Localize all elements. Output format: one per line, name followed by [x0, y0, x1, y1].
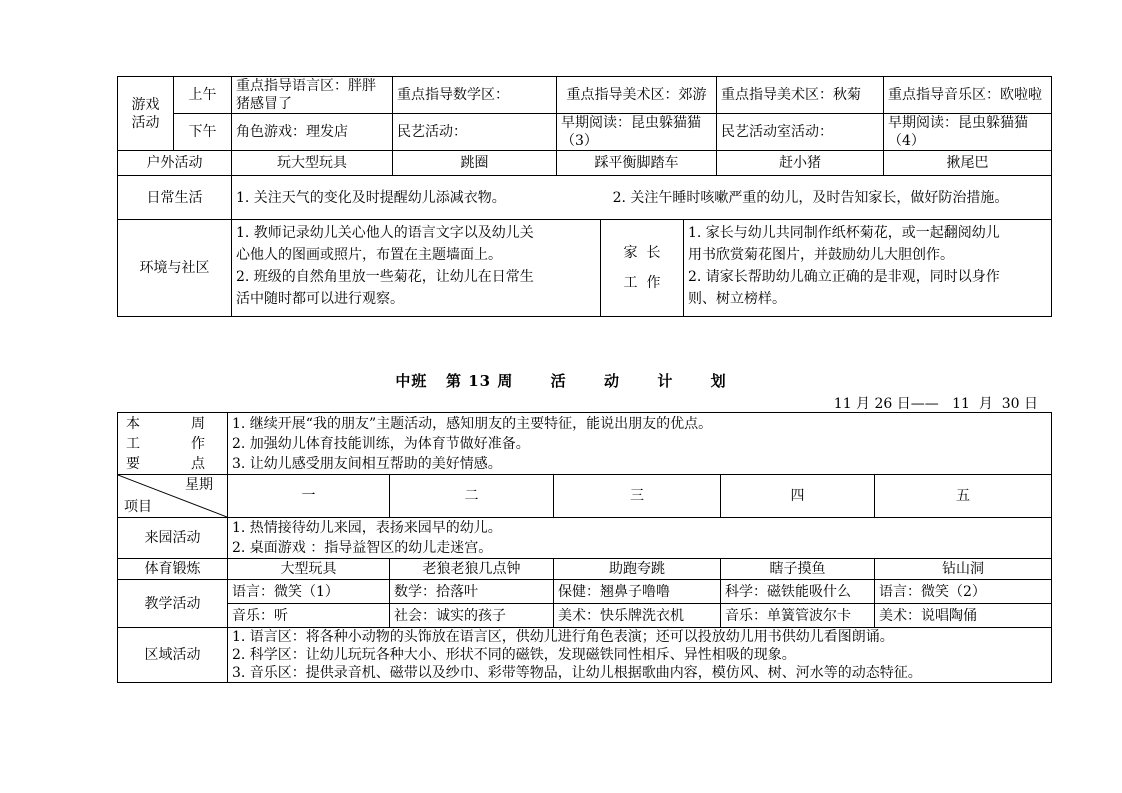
parent-work-label	[601, 220, 684, 316]
pm-cell: 民艺活动：	[393, 114, 557, 151]
outdoor-activity-label: 户外活动	[118, 151, 232, 176]
week-points-text	[228, 413, 1052, 475]
environment-text	[232, 220, 601, 316]
parent-line: 则、树立榜样。	[688, 291, 786, 307]
weekday-column: 三	[554, 475, 721, 518]
arrival-line: 2. 桌面游戏 ：指导益智区的幼儿走迷宫。	[232, 540, 493, 556]
am-cell: 重点指导数学区：	[393, 77, 557, 114]
environment-parent-row	[232, 220, 1052, 317]
pe-cell: 大型玩具	[228, 559, 390, 580]
area-line: 1. 语言区：将各种小动物的头饰放在语言区，供幼儿进行角色表演；还可以投放幼儿用书供幼儿看图朗诵。	[232, 629, 894, 645]
outdoor-cell: 跳圈	[393, 151, 557, 176]
area-activity-label: 区域活动	[118, 628, 228, 683]
game-activity-label: 游戏 活动	[118, 77, 174, 151]
week-points-label	[118, 413, 228, 475]
teaching-cell: 科学：磁铁能吸什么	[721, 580, 875, 604]
pe-cell: 钻山洞	[875, 559, 1052, 580]
pm-cell: 民艺活动室活动：	[717, 114, 884, 151]
arrival-activity-text	[228, 518, 1052, 559]
top-activity-table	[117, 76, 1052, 317]
weekday-header: 星期	[185, 477, 213, 493]
pm-cell: 早期阅读：昆虫躲猫猫（4）	[884, 114, 1052, 151]
parent-label-line: 家 长	[623, 245, 661, 261]
teaching-cell: 数学：拾落叶	[390, 580, 554, 604]
daily-life-label: 日常生活	[118, 176, 232, 220]
week-label-line: 工 作	[126, 435, 219, 452]
am-cell: 重点指导语言区：胖胖猪感冒了	[232, 77, 393, 114]
weekday-column: 五	[875, 475, 1052, 518]
teaching-cell: 语言：微笑（2）	[875, 580, 1052, 604]
pe-cell: 助跑夸跳	[554, 559, 721, 580]
weekday-column: 一	[228, 475, 390, 518]
area-line: 2. 科学区：让幼儿玩玩各种大小、形状不同的磁铁，发现磁铁同性相斥、异性相吸的现象。	[232, 647, 796, 663]
teaching-cell: 美术：快乐牌洗衣机	[554, 604, 721, 628]
diagonal-header-cell	[118, 475, 228, 518]
pm-cell: 早期阅读：昆虫躲猫猫（3）	[557, 114, 717, 151]
week-point: 1. 继续开展“我的朋友”主题活动，感知朋友的主要特征，能说出朋友的优点。	[232, 415, 713, 432]
week-label-line: 本 周	[126, 415, 219, 432]
environment-line: 2. 班级的自然角里放一些菊花，让幼儿在日常生	[236, 269, 534, 285]
parent-line: 1. 家长与幼儿共同制作纸杯菊花，或一起翻阅幼儿	[688, 225, 1000, 241]
parent-label-line: 工 作	[623, 275, 661, 291]
pe-cell: 瞎子摸鱼	[721, 559, 875, 580]
teaching-cell: 保健：翘鼻子噜噜	[554, 580, 721, 604]
am-cell: 重点指导美术区：郊游	[557, 77, 717, 114]
pm-cell: 角色游戏：理发店	[232, 114, 393, 151]
environment-line: 活中随时都可以进行观察。	[236, 291, 404, 307]
teaching-cell: 美术：说唱陶俑	[875, 604, 1052, 628]
teaching-cell: 音乐：单簧管波尔卡	[721, 604, 875, 628]
outdoor-cell: 揪尾巴	[884, 151, 1052, 176]
teaching-activity-label: 教学活动	[118, 580, 228, 628]
area-activity-text	[228, 628, 1052, 683]
pe-label: 体育锻炼	[118, 559, 228, 580]
parent-line: 用书欣赏菊花图片，并鼓励幼儿大胆创作。	[688, 247, 954, 263]
page-title: 中班 第 13 周 活 动 计 划	[395, 372, 727, 390]
arrival-activity-label: 来园活动	[118, 518, 228, 559]
morning-label: 上午	[174, 77, 232, 114]
outdoor-cell: 玩大型玩具	[232, 151, 393, 176]
environment-line: 1. 教师记录幼儿关心他人的语言文字以及幼儿关	[236, 225, 534, 241]
week-point: 3. 让幼儿感受朋友间相互帮助的美好情感。	[232, 455, 502, 472]
teaching-cell: 音乐：听	[228, 604, 390, 628]
weekday-column: 四	[721, 475, 875, 518]
area-line: 3. 音乐区：提供录音机、磁带以及纱巾、彩带等物品，让幼儿根据歌曲内容，模仿风、树、河水等的动态特征。	[232, 665, 922, 681]
pe-cell: 老狼老狼几点钟	[390, 559, 554, 580]
outdoor-cell: 踩平衡脚踏车	[557, 151, 717, 176]
weekday-column: 二	[390, 475, 554, 518]
teaching-cell: 语言：微笑（1）	[228, 580, 390, 604]
date-range: 11 月 26 日—— 11 月 30 日	[833, 396, 1038, 412]
environment-community-label: 环境与社区	[118, 220, 232, 317]
arrival-line: 1. 热情接待幼儿来园，表扬来园早的幼儿。	[232, 520, 502, 536]
environment-line: 心他人的图画或照片，布置在主题墙面上。	[236, 247, 502, 263]
teaching-cell: 社会：诚实的孩子	[390, 604, 554, 628]
parent-work-text	[684, 220, 1051, 316]
week-point: 2. 加强幼儿体育技能训练，为体育节做好准备。	[232, 435, 530, 452]
am-cell: 重点指导美术区：秋菊	[717, 77, 884, 114]
afternoon-label: 下午	[174, 114, 232, 151]
am-cell: 重点指导音乐区：欧啦啦	[884, 77, 1052, 114]
outdoor-cell: 赶小猪	[717, 151, 884, 176]
parent-line: 2. 请家长帮助幼儿确立正确的是非观，同时以身作	[688, 269, 1000, 285]
week-label-line: 要 点	[126, 455, 219, 472]
item-header: 项目	[124, 499, 152, 515]
daily-life-text: 1. 关注天气的变化及时提醒幼儿添减衣物。 2. 关注午睡时咳嗽严重的幼儿，及时告知家长，做好防治措施。	[232, 176, 1052, 220]
weekly-plan-table	[117, 412, 1052, 683]
